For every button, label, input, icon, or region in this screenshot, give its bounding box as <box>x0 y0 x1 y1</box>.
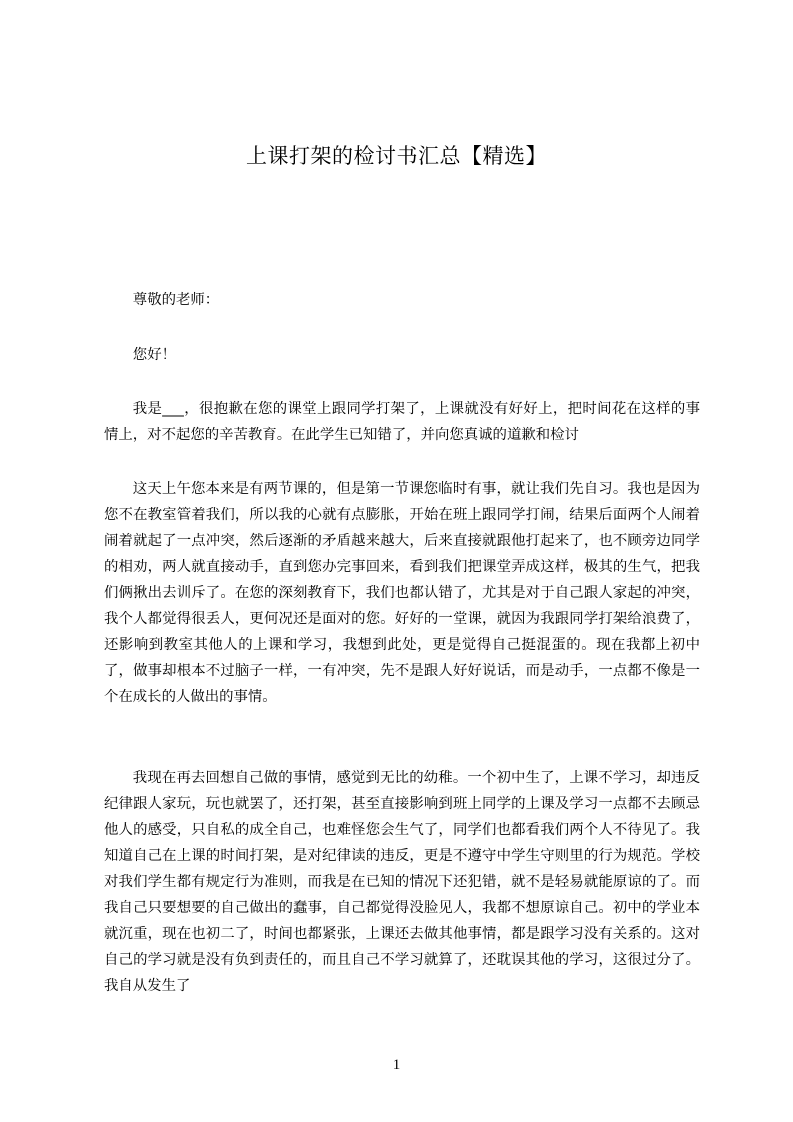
body-paragraph-1: 我是___，很抱歉在您的课堂上跟同学打架了，上课就没有好好上，把时间花在这样的事情上，对不起您的辛苦教育。在此学生已知错了，并向您真诚的道歉和检讨 <box>104 401 700 443</box>
body-paragraph-2: 这天上午您本来是有两节课的，但是第一节课您临时有事，就让我们先自习。我也是因为您不在教室管着我们，所以我的心就有点膨胀，开始在班上跟同学打闹，结果后面两个人闹着闹着就起了一点冲突，然后逐渐的矛盾越来越大，后来直接就跟他打起来了，也不顾旁边同学的相劝，两人就直接动手，直到您办完事回来，看到我们把课堂弄成这样，极其的生气，把我们俩揪出去训斥了。在您的深刻教育下，我们也都认错了，尤其是对于自己跟人家起的冲突，我个人都觉得很丢人，更何况还是面对的您。好好的一堂课，就因为我跟同学打架给浪费了，还影响到教室其他人的上课和学习，我想到此处，更是觉得自己挺混蛋的。现在我都上初中了，做事却根本不过脑子一样，一有冲突，先不是跟人好好说话，而是动手，一点都不像是一个在成长的人做出的事情。 <box>104 481 700 705</box>
page-number: 1 <box>392 1057 401 1073</box>
greeting-line: 尊敬的老师： <box>132 292 220 308</box>
document-title: 上课打架的检讨书汇总【精选】 <box>246 144 547 168</box>
body-paragraph-3: 我现在再去回想自己做的事情，感觉到无比的幼稚。一个初中生了，上课不学习，却违反纪律跟人家玩，玩也就罢了，还打架，甚至直接影响到班上同学的上课及学习一点都不去顾忌他人的感受，只自私的成全自己，也难怪您会生气了，同学们也都看我们两个人不待见了。我知道自己在上课的时间打架，是对纪律读的违反，更是不遵守中学生守则里的行为规范。学校对我们学生都有规定行为准则，而我是在已知的情况下还犯错，就不是轻易就能原谅的了。而我自己只要想要的自己做出的蠢事，自己都觉得没脸见人，我都不想原谅自己。初中的学业本就沉重，现在也初二了，时间也都紧张，上课还去做其他事情，都是跟学习没有关系的。这对自己的学习就是没有负到责任的，而且自己不学习就算了，还耽误其他的学习，这很过分了。我自从发生了 <box>104 770 700 994</box>
salutation-line: 您好！ <box>132 347 176 363</box>
